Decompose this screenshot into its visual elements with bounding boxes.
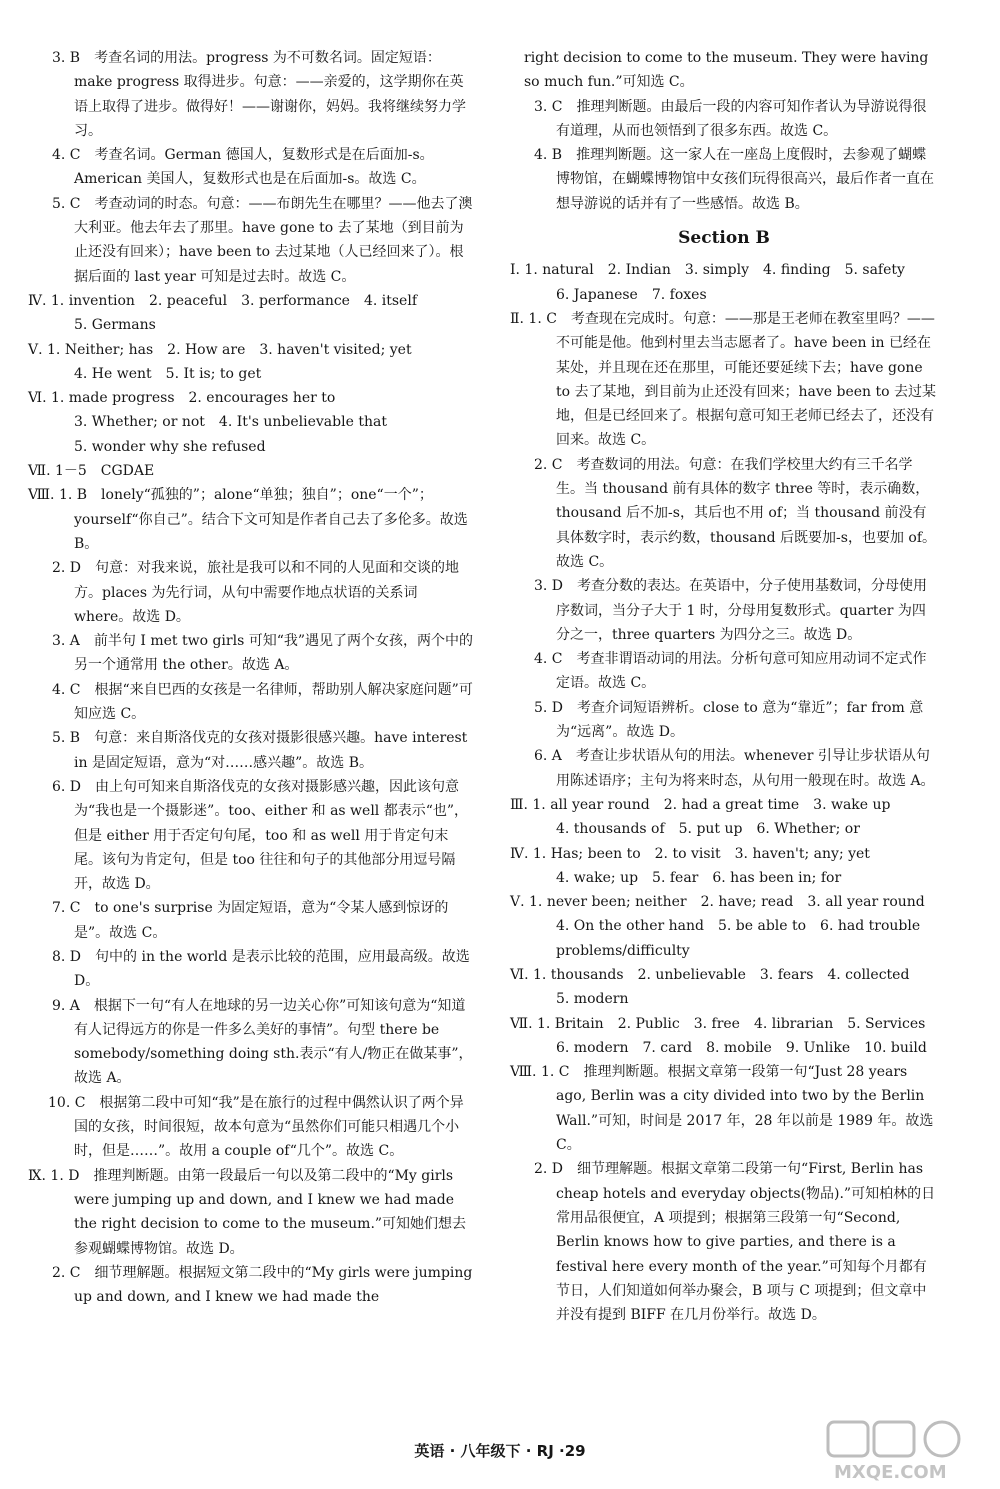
answer-line: Ⅷ. 1. B lonely“孤独的”；alone“单独；独自”；one“一个”；yourself“你自己”。结合下文可知是作者自己去了多伦多。故选 B。 xyxy=(28,487,468,552)
answer-line: 3. C 推理判断题。由最后一段的内容可知作者认为导游说得很有道理，从而也领悟到了很多东西。故选 C。 xyxy=(534,98,927,139)
answer-line: 4. B 推理判断题。这一家人在一座岛上度假时，去参观了蝴蝶博物馆，在蝴蝶博物馆中女孩们玩得很高兴，最后作者一直在想导游说的话并有了一些感悟。故选 B。 xyxy=(534,147,934,212)
answer-line: 9. A 根据下一句“有人在地球的另一边关心你”可知该句意为“知道有人记得远方的你是一件多么美好的事情”。句型 there be somebody/something doing sth.表示“有人/物正在做某事”，故选 A。 xyxy=(52,997,473,1087)
answer-line: 6. Japanese 7. foxes xyxy=(556,286,707,303)
answer-line: 2. C 细节理解题。根据短文第二段中的“My girls were jumping up and down, and I knew we had made the xyxy=(52,1264,473,1306)
answer-line: Ⅳ. 1. Has; been to 2. to visit 3. haven't; any; yet xyxy=(510,845,870,862)
answer-line: Ⅷ. 1. C 推理判断题。根据文章第一段第一句“Just 28 years ago, Berlin was a city divided into two by the Berlin Wall.”可知，时间是 2017 年，28 年以前是 1989 年。故选 C。 xyxy=(510,1064,934,1154)
answer-line: 5. D 考查介词短语辨析。close to 意为“靠近”；far from 意为“远离”。故选 D。 xyxy=(534,699,924,741)
answer-line: Ⅰ. 1. natural 2. Indian 3. simply 4. finding 5. safety xyxy=(510,262,905,279)
answer-line: 5. modern xyxy=(556,991,629,1008)
answer-line: 4. C 考查非谓语动词的用法。分析句意可知应用动词不定式作定语。故选 C。 xyxy=(534,651,927,692)
section-title: Section B xyxy=(678,228,770,249)
answer-line: 4. wake; up 5. fear 6. has been in; for xyxy=(556,869,842,886)
answer-line: Ⅳ. 1. invention 2. peaceful 3. performance 4. itself xyxy=(28,292,418,309)
answer-line: 2. D 句意：对我来说，旅社是我可以和不同的人见面和交谈的地方。places 为先行词，从句中需要作地点状语的关系词 where。故选 D。 xyxy=(52,560,460,625)
answer-line: Ⅶ. 1－5 CGDAE xyxy=(28,463,155,480)
right-column-continuation xyxy=(510,46,938,216)
answer-line: Ⅵ. 1. made progress 2. encourages her to xyxy=(28,390,336,407)
left-column xyxy=(28,46,476,1309)
page-footer: 英语 · 八年级下 · RJ ·29 xyxy=(414,1442,586,1460)
answer-line: 3. A 前半句 I met two girls 可知“我”遇见了两个女孩，两个中的另一个通常用 the other。故选 A。 xyxy=(52,633,474,674)
answer-line: 6. A 考查让步状语从句的用法。whenever 引导让步状语从句用陈述语序；主句为将来时态，从句用一般现在时。故选 A。 xyxy=(534,748,935,789)
answer-line: 3. Whether; or not 4. It's unbelievable that xyxy=(74,414,387,431)
answer-line: Ⅴ. 1. Neither; has 2. How are 3. haven't visited; yet xyxy=(28,341,412,358)
answer-line: 4. On the other hand 5. be able to 6. had trouble problems/difficulty xyxy=(556,918,921,959)
right-column-answers xyxy=(510,258,938,1327)
answer-line: 5. Germans xyxy=(74,317,156,334)
answer-line: Ⅸ. 1. D 推理判断题。由第一段最后一句以及第二段中的“My girls were jumping up and down, and I knew we had made the right decision to come to the museum.”可知她们想去参观蝴蝶博物馆。故选 D。 xyxy=(28,1167,467,1257)
answer-line: 2. C 考查数词的用法。句意：在我们学校里大约有三千名学生。当 thousand 前有具体的数字 three 等时，表示确数，thousand 后不加-s，其后也不用 of；当 thousand 前没有具体数字时，表示约数，thousand 后既要加-s，也要加 of。故选 C。 xyxy=(534,456,937,570)
answer-line: Ⅵ. 1. thousands 2. unbelievable 3. fears 4. collected xyxy=(510,966,910,983)
answer-line: 3. B 考查名词的用法。progress 为不可数名词。固定短语：make progress 取得进步。句意：——亲爱的，这学期你在英语上取得了进步。做得好！——谢谢你，妈妈。我将继续努力学习。 xyxy=(52,50,466,139)
right-column xyxy=(510,46,938,1327)
answer-line: 4. thousands of 5. put up 6. Whether; or xyxy=(556,821,860,838)
answer-line: 2. D 细节理解题。根据文章第二段第一句“First, Berlin has cheap hotels and everyday objects(物品).”可知柏林的日常用品很便宜，A 项提到；根据第三段第一句“Second, Berlin knows how to give parties, and there is a festival here every month of the year.”可知每个月都有节日，人们知道如何举办聚会，B 项与 C 项提到；但文章中并没有提到 BIFF 在几月份举行。故选 D。 xyxy=(534,1161,936,1324)
answer-line: Ⅶ. 1. Britain 2. Public 3. free 4. librarian 5. Services xyxy=(510,1015,926,1032)
answer-line: 4. C 考查名词。German 德国人，复数形式是在后面加-s。American 美国人，复数形式也是在后面加-s。故选 C。 xyxy=(52,147,434,188)
answer-line: 5. wonder why she refused xyxy=(74,438,266,455)
answer-line: 6. modern 7. card 8. mobile 9. Unlike 10. build xyxy=(556,1039,927,1056)
answer-line: 3. D 考查分数的表达。在英语中，分子使用基数词，分母使用序数词，当分子大于 1 时，分母用复数形式。quarter 为四分之一，three quarters 为四分之三。故选 D。 xyxy=(534,578,928,643)
answer-line: 6. D 由上句可知来自斯洛伐克的女孩对摄影感兴趣，因此该句意为“我也是一个摄影迷”。too、either 和 as well 都表示“也”，但是 either 用于否定句句尾，too 和 as well 用于肯定句末尾。该句为肯定句，但是 too 往往和句子的其他部分用逗号隔开，故选 D。 xyxy=(52,778,469,893)
answer-line: 8. D 句中的 in the world 是表示比较的范围，应用最高级。故选 D。 xyxy=(52,948,470,990)
answer-line: Ⅱ. 1. C 考查现在完成时。句意：——那是王老师在教室里吗？——不可能是他。他到村里去当志愿者了。have been in 已经在某处，并且现在还在那里，可能还要延续下去；have gone to 去了某地，到目前为止还没有回来；have been to 去过某地，但是已经回来了。根据句意可知王老师已经去了，还没有回来。故选 C。 xyxy=(510,310,937,449)
answer-line: right decision to come to the museum. They were having so much fun.”可知选 C。 xyxy=(524,50,929,91)
watermark-logo xyxy=(824,1418,994,1484)
answer-line: 5. C 考查动词的时态。句意：——布朗先生在哪里？——他去了澳大利亚。他去年去了那里。have gone to 去了某地（到目前为止还没有回来）；have been to 去过某地（人已经回来了）。根据后面的 last year 可知是过去时。故选 C。 xyxy=(52,195,473,285)
answer-line: 7. C to one's surprise 为固定短语，意为“令某人感到惊讶的是”。故选 C。 xyxy=(52,900,449,941)
answer-line: Ⅲ. 1. all year round 2. had a great time 3. wake up xyxy=(510,796,891,813)
watermark-url: MXQE.COM xyxy=(834,1462,947,1483)
answer-line: 4. C 根据“来自巴西的女孩是一名律师，帮助别人解决家庭问题”可知应选 C。 xyxy=(52,681,473,723)
answer-line: 10. C 根据第二段中可知“我”是在旅行的过程中偶然认识了两个异国的女孩，时间很短，故本句意为“虽然你们可能只相遇几个小时，但是……”。故用 a couple of“几个”。故选 C。 xyxy=(48,1094,464,1160)
answer-line: 4. He went 5. It is; to get xyxy=(74,365,262,382)
answer-line: 5. B 句意：来自斯洛伐克的女孩对摄影很感兴趣。have interest in 是固定短语，意为“对……感兴趣”。故选 B。 xyxy=(52,730,468,771)
answer-line: Ⅴ. 1. never been; neither 2. have; read 3. all year round xyxy=(510,894,925,911)
